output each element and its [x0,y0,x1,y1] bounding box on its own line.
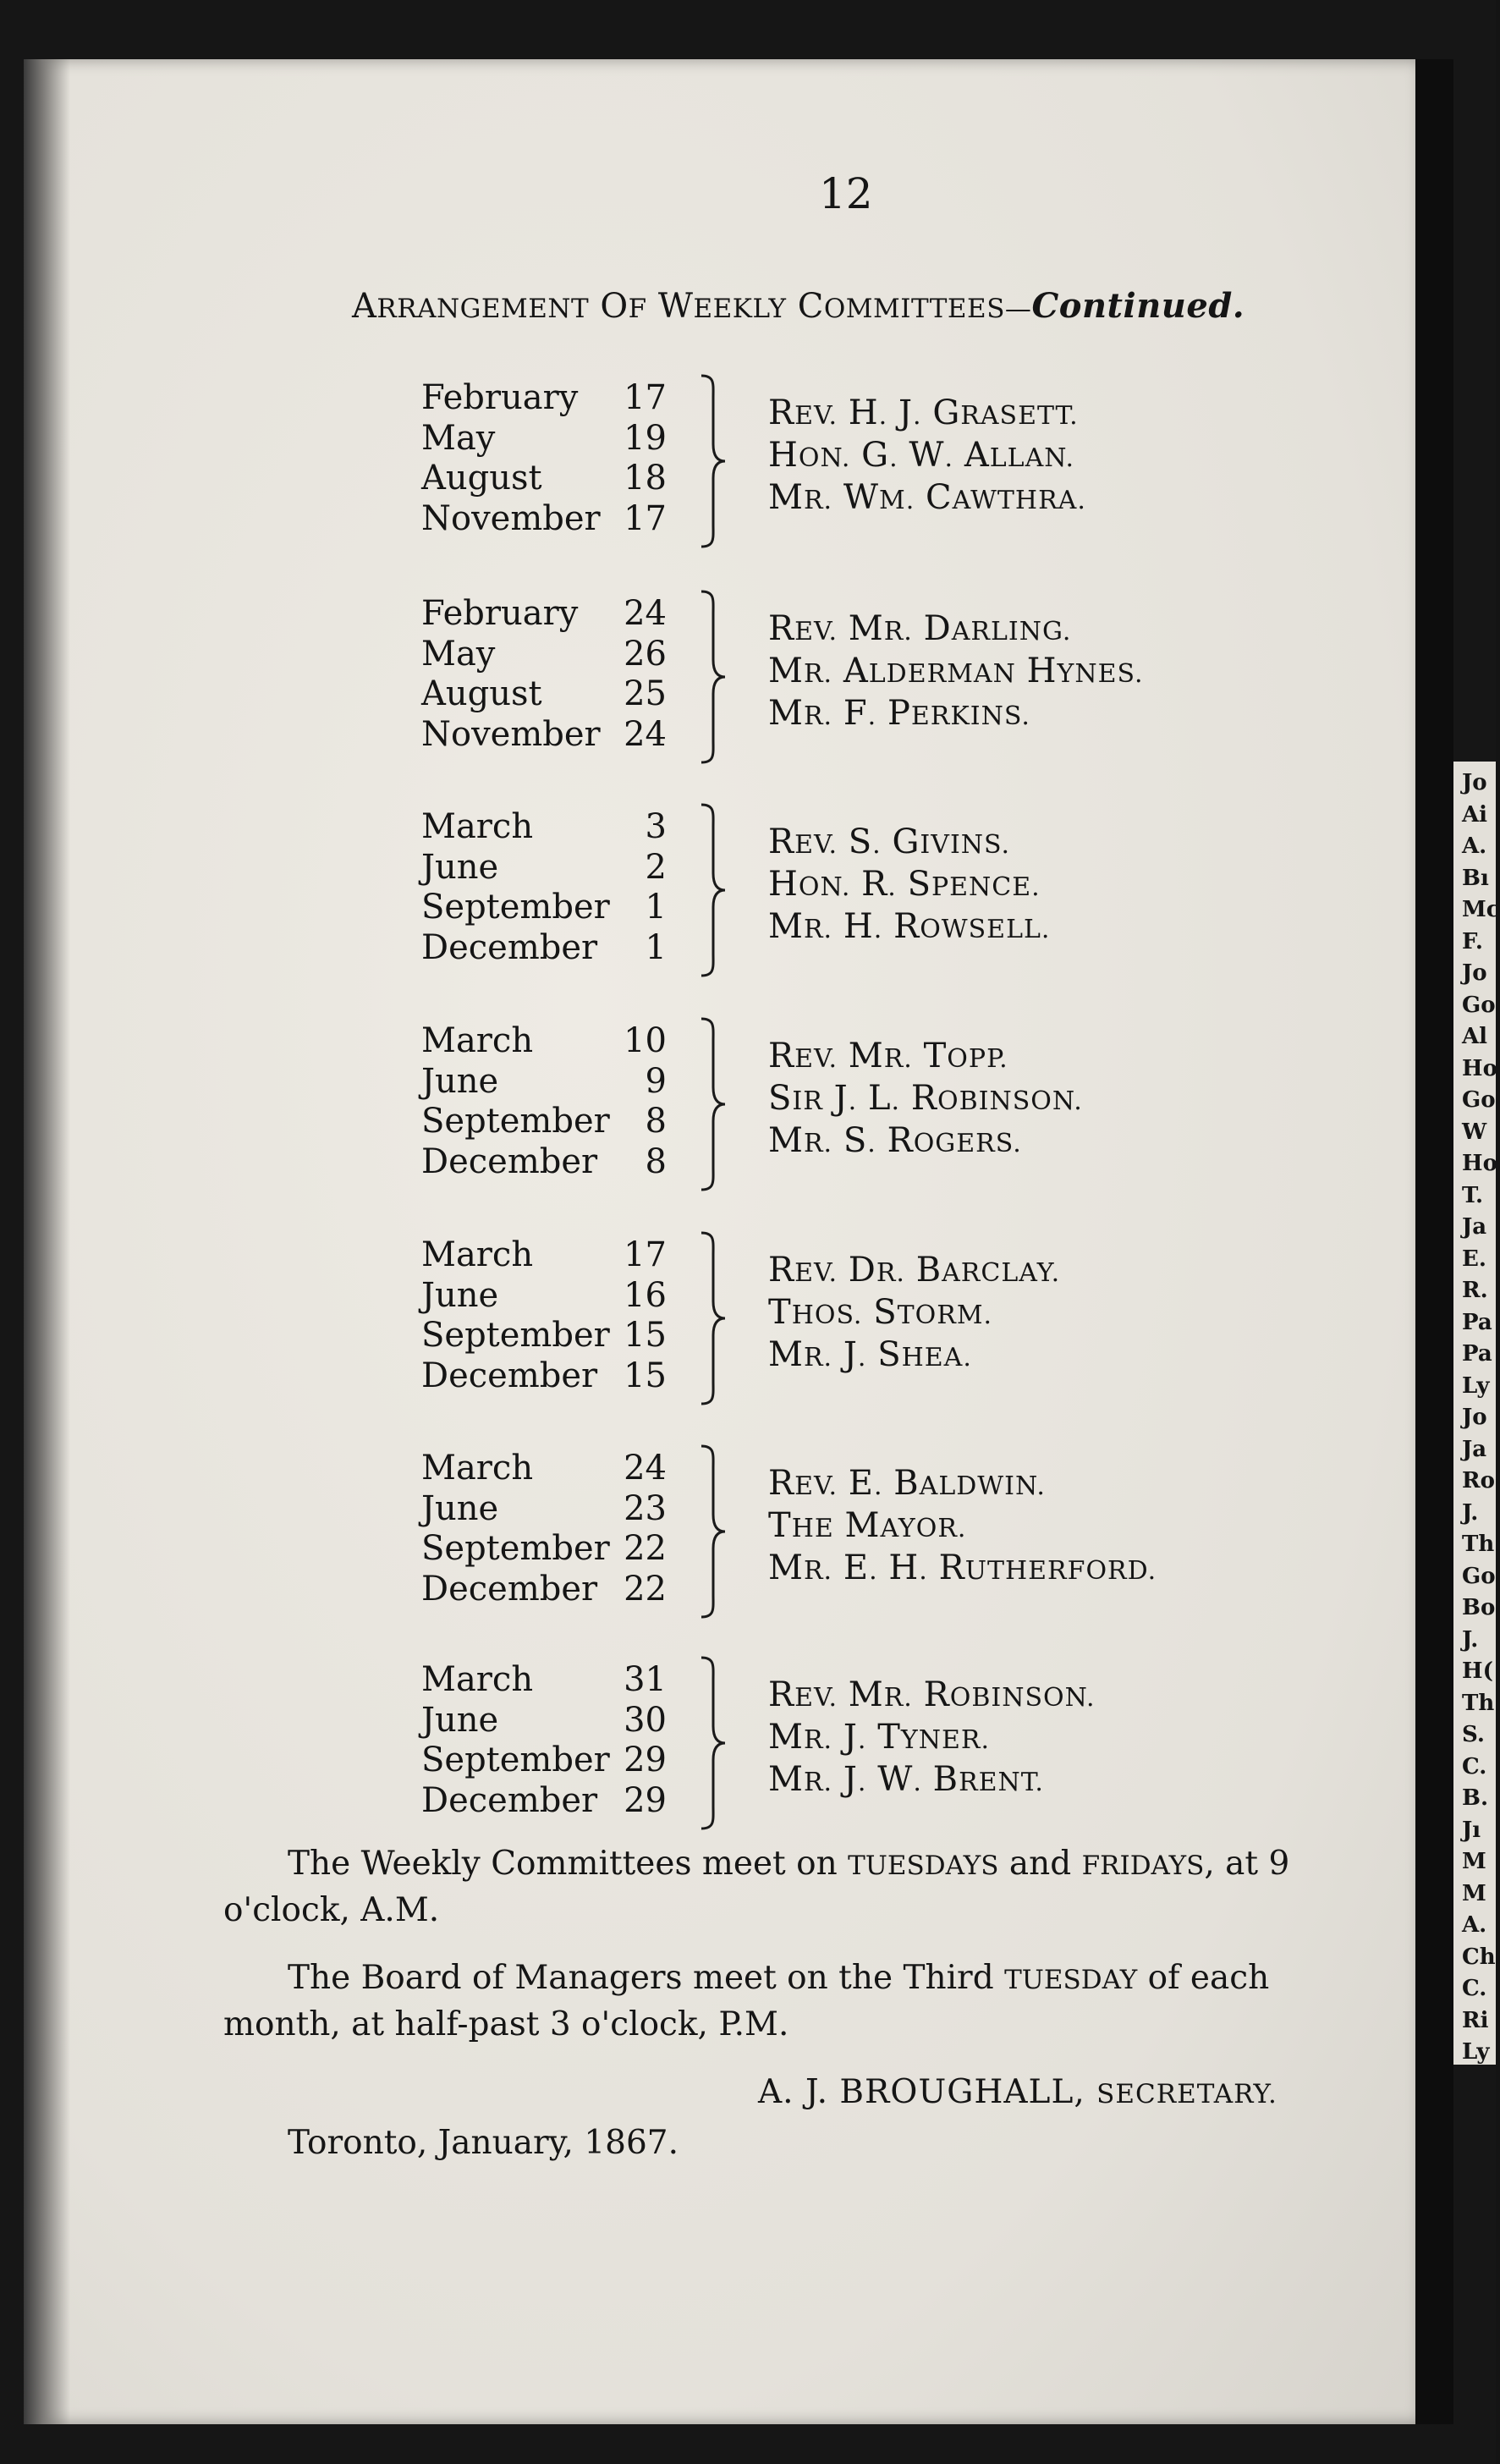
date-day: 9 [645,1061,667,1101]
weekly-note-day1: TUESDAYS [848,1851,999,1881]
adjacent-page-text: Pa [1462,1341,1492,1367]
date-month: June [421,1275,499,1315]
date-day: 23 [624,1488,667,1528]
committee-member: THOS. STORM. [768,1293,993,1332]
date-day: 24 [624,594,667,633]
board-note-end: of each [1137,1959,1270,1997]
signature-name: A. J. BROUGHALL, [758,2073,1085,2111]
adjacent-page-text: E. [1462,1246,1486,1272]
page-gutter-shadow [24,59,70,2424]
date-day: 24 [624,714,667,754]
adjacent-page-text: J. [1462,1626,1479,1653]
adjacent-page-text: Ri [1462,2007,1489,2033]
date-day: 31 [624,1660,667,1699]
date-day: 29 [624,1741,667,1779]
signature-title: SECRETARY. [1096,2079,1277,2109]
grouping-brace [696,801,730,979]
committee-member: REV. DR. BARCLAY. [768,1251,1061,1290]
adjacent-page-text: Th [1462,1690,1495,1716]
place-date: Toronto, January, 1867. [288,2124,679,2162]
page-number: 12 [819,169,873,218]
adjacent-page-text: Go [1462,1563,1496,1589]
committee-member: MR. E. H. RUTHERFORD. [768,1548,1157,1587]
date-month: December [421,1141,598,1181]
adjacent-page-text: F. [1462,928,1483,954]
adjacent-page-text: Jo [1462,1405,1487,1430]
committee-member: REV. MR. TOPP. [768,1037,1008,1075]
date-month: September [421,1316,610,1355]
adjacent-page-text: Ho [1462,1055,1497,1081]
date-day: 22 [624,1569,667,1609]
date-day: 25 [624,674,667,713]
committee-member: THE MAYOR. [768,1506,967,1545]
adjacent-page-text: A. [1462,1912,1487,1938]
adjacent-page-text: Ly [1462,1372,1490,1399]
committee-member: REV. MR. ROBINSON. [768,1675,1096,1714]
book-page [24,59,1415,2424]
adjacent-page-text: B. [1462,1785,1489,1811]
date-month: June [421,1061,499,1101]
date-day: 2 [645,847,667,887]
committee-member: SIR J. L. ROBINSON. [768,1079,1083,1118]
adjacent-page-text: Jı [1462,1817,1481,1843]
committee-member: REV. E. BALDWIN. [768,1464,1046,1503]
committee-member: HON. G. W. ALLAN. [768,436,1075,475]
date-month: March [421,807,534,846]
adjacent-page-text: Ch [1462,1944,1496,1970]
committee-member: MR. J. SHEA. [768,1335,972,1374]
date-month: June [421,847,499,887]
committee-member: MR. ALDERMAN HYNES. [768,652,1144,690]
committee-member: MR. S. ROGERS. [768,1121,1022,1160]
adjacent-page-text: Ja [1462,1436,1487,1462]
date-day: 17 [624,378,667,417]
date-day: 17 [624,1235,667,1274]
date-month: November [421,498,601,538]
adjacent-page-text: Go [1462,1087,1496,1113]
adjacent-page-text: C. [1462,1976,1487,2001]
adjacent-page-text: R. [1462,1278,1488,1303]
date-month: August [421,674,542,713]
date-month: December [421,1780,598,1820]
committee-member: MR. F. PERKINS. [768,694,1030,733]
adjacent-page-text: Bo [1462,1595,1496,1620]
adjacent-page-text: S. [1462,1722,1485,1747]
committee-member: REV. MR. DARLING. [768,609,1072,648]
grouping-brace [696,588,730,766]
date-month: November [421,714,601,754]
date-day: 8 [645,1102,667,1141]
date-day: 1 [645,888,667,927]
date-month: March [421,1235,534,1274]
weekly-note-time: , at 9 [1204,1845,1290,1883]
date-month: March [421,1021,534,1060]
committee-member: MR. H. ROWSELL. [768,907,1051,946]
date-day: 17 [624,498,667,538]
signature [758,2073,1277,2111]
date-day: 18 [624,459,667,498]
adjacent-page-text: Ly [1462,2039,1490,2065]
page-heading [352,286,1245,326]
date-day: 3 [645,807,667,846]
adjacent-page-fragment [1453,762,1500,2065]
committee-member: MR. J. W. BRENT. [768,1760,1044,1799]
adjacent-page-text: Ho [1462,1151,1497,1176]
date-month: March [421,1449,534,1488]
board-note-text: The Board of Managers meet on the Third [288,1959,1005,1997]
date-month: June [421,1488,499,1528]
adjacent-page-text: H( [1462,1658,1493,1684]
date-day: 15 [624,1356,667,1395]
board-meeting-note-line2: month, at half-past 3 o'clock, P.M. [223,2005,789,2043]
date-month: February [421,594,579,633]
date-month: September [421,1741,610,1779]
weekly-note-text: The Weekly Committees meet on [288,1845,849,1883]
date-day: 10 [624,1021,667,1060]
adjacent-page-text: Jo [1462,770,1487,795]
grouping-brace [696,372,730,550]
date-month: September [421,1529,610,1568]
date-month: December [421,1569,598,1609]
weekly-note-day2: FRIDAYS [1081,1851,1205,1881]
grouping-brace [696,1015,730,1193]
adjacent-page-text: M [1462,1880,1486,1906]
committee-member: MR. WM. CAWTHRA. [768,478,1086,517]
date-day: 26 [624,634,667,674]
board-note-day: TUESDAY [1004,1965,1138,1995]
date-month: September [421,888,610,927]
weekly-note-and: and [998,1845,1082,1883]
date-day: 22 [624,1529,667,1568]
committee-member: MR. J. TYNER. [768,1718,990,1757]
committee-member: REV. H. J. GRASETT. [768,393,1079,432]
date-day: 1 [645,927,667,967]
committee-member: REV. S. GIVINS. [768,822,1011,861]
board-meeting-note [288,1959,1269,1997]
grouping-brace [696,1654,730,1832]
adjacent-page-text: J. [1462,1499,1479,1526]
adjacent-page-text: Go [1462,992,1496,1018]
date-day: 30 [624,1700,667,1740]
grouping-brace [696,1229,730,1407]
adjacent-page-text: T. [1462,1182,1484,1208]
date-month: August [421,459,542,498]
date-day: 19 [624,418,667,458]
adjacent-page-text: Bı [1462,865,1489,891]
date-day: 8 [645,1141,667,1181]
heading-continued: Continued. [1031,286,1245,326]
grouping-brace [696,1443,730,1620]
adjacent-page-text: Mc [1462,897,1500,922]
adjacent-page-text: M [1462,1849,1486,1874]
book-spine [1415,59,1453,2424]
adjacent-page-text: C. [1462,1753,1487,1779]
date-month: September [421,1102,610,1141]
weekly-meeting-note-line2: o'clock, A.M. [223,1891,440,1929]
date-month: March [421,1660,534,1699]
adjacent-page-text: Ja [1462,1214,1487,1240]
adjacent-page-text: Th [1462,1532,1495,1557]
adjacent-page-text: Ai [1462,801,1488,828]
date-month: May [421,418,496,458]
adjacent-page-text: Jo [1462,960,1487,986]
adjacent-page-text: Al [1462,1024,1488,1049]
date-month: May [421,634,496,674]
date-day: 15 [624,1316,667,1355]
committee-member: HON. R. SPENCE. [768,865,1041,904]
weekly-meeting-note [288,1845,1289,1883]
adjacent-page-text: A. [1462,833,1487,859]
date-month: June [421,1700,499,1740]
date-month: February [421,378,579,417]
date-month: December [421,927,598,967]
adjacent-page-text: Ro [1462,1468,1495,1493]
date-day: 24 [624,1449,667,1488]
heading-main: ARRANGEMENT OF WEEKLY COMMITTEES— [352,287,1032,326]
date-day: 16 [624,1275,667,1315]
date-day: 29 [624,1780,667,1820]
adjacent-page-text: W [1462,1119,1487,1145]
date-month: December [421,1356,598,1395]
adjacent-page-text: Pa [1462,1309,1492,1335]
